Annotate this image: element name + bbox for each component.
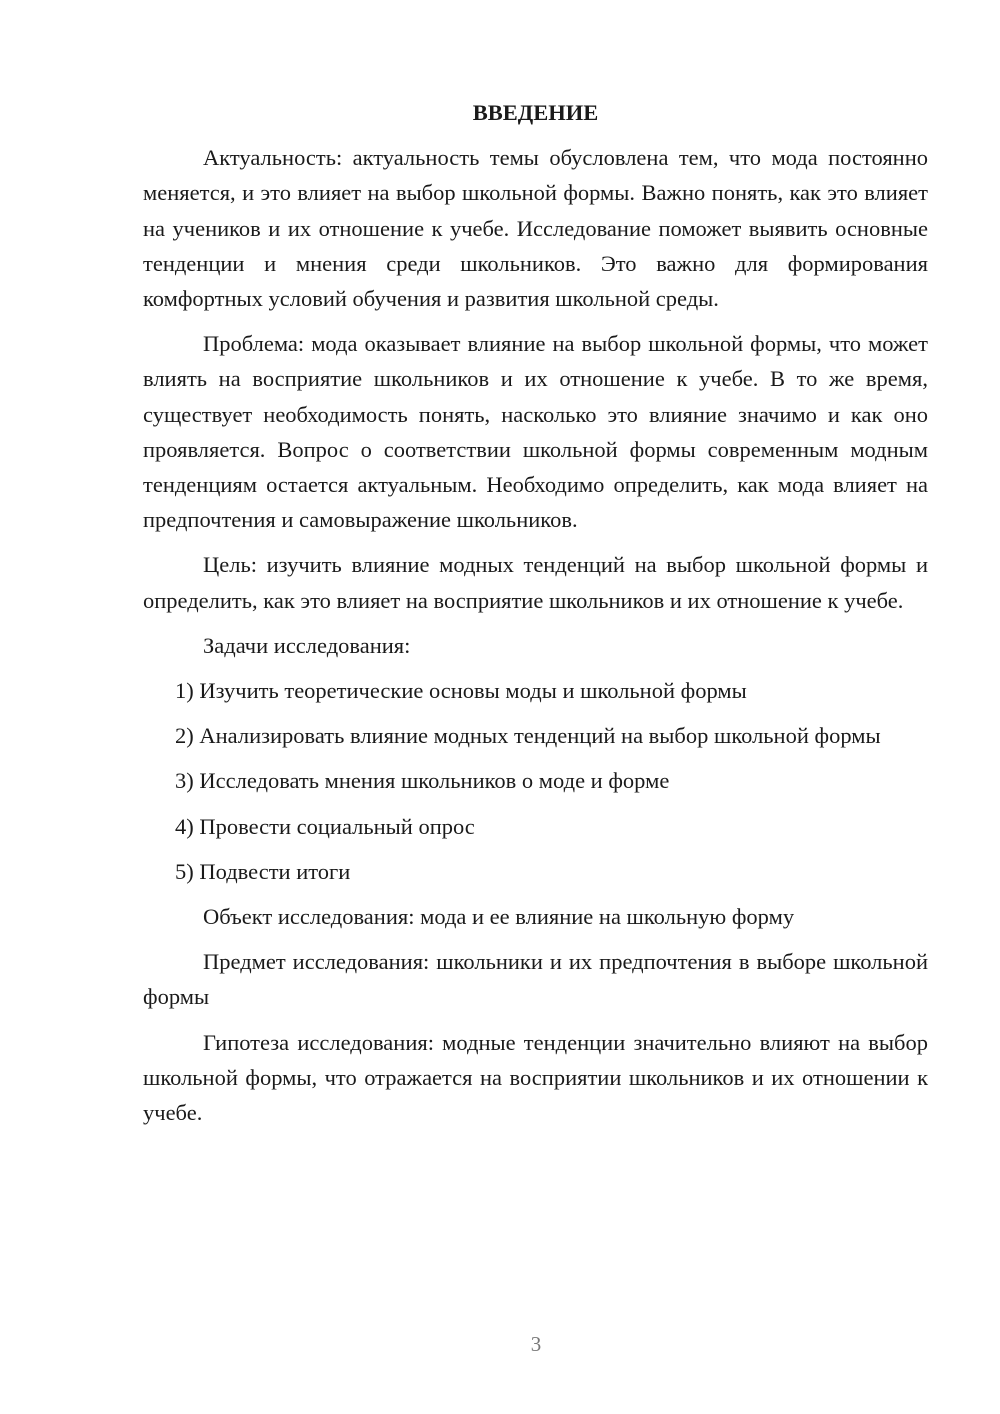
section-title: ВВЕДЕНИЕ: [472, 100, 599, 125]
page-number: 3: [530, 1332, 542, 1356]
document-page: [143, 95, 928, 1130]
research-object-paragraph: Объект исследования: мода и ее влияние на школьную форму: [203, 904, 795, 930]
task-item: 2) Анализировать влияние модных тенденций на выбор школьной формы: [175, 723, 881, 749]
hypothesis-paragraph: Гипотеза исследования: модные тенденции значительно влияют на выбор школьной формы, что отражается на восприятии школьников и их отношении к учебе.: [143, 1029, 928, 1126]
research-subject-paragraph: Предмет исследования: школьники и их предпочтения в выборе школьной формы: [143, 949, 928, 1010]
relevance-paragraph: Актуальность: актуальность темы обусловлена тем, что мода постоянно меняется, и это влияет на выбор школьной формы. Важно понять, как это влияет на учеников и их отношение к учебе. Исследование поможет выявить основные тенденции и мнения среди школьников. Это важно для формирования комфортных условий обучения и развития школьной среды.: [143, 145, 928, 312]
tasks-heading: Задачи исследования:: [203, 632, 411, 658]
task-item: 1) Изучить теоретические основы моды и школьной формы: [175, 678, 747, 704]
task-item: 3) Исследовать мнения школьников о моде и форме: [175, 768, 670, 794]
task-item: 5) Подвести итоги: [175, 858, 351, 884]
problem-paragraph: Проблема: мода оказывает влияние на выбор школьной формы, что может влиять на восприятие школьников и их отношение к учебе. В то же время, существует необходимость понять, насколько это влияние значимо и как оно проявляется. Вопрос о соответствии школьной формы современным модным тенденциям остается актуальным. Необходимо определить, как мода влияет на предпочтения и самовыражение школьников.: [143, 331, 928, 533]
task-item: 4) Провести социальный опрос: [175, 813, 475, 839]
goal-paragraph: Цель: изучить влияние модных тенденций на выбор школьной формы и определить, как это влияет на восприятие школьников и их отношение к учебе.: [143, 552, 928, 613]
